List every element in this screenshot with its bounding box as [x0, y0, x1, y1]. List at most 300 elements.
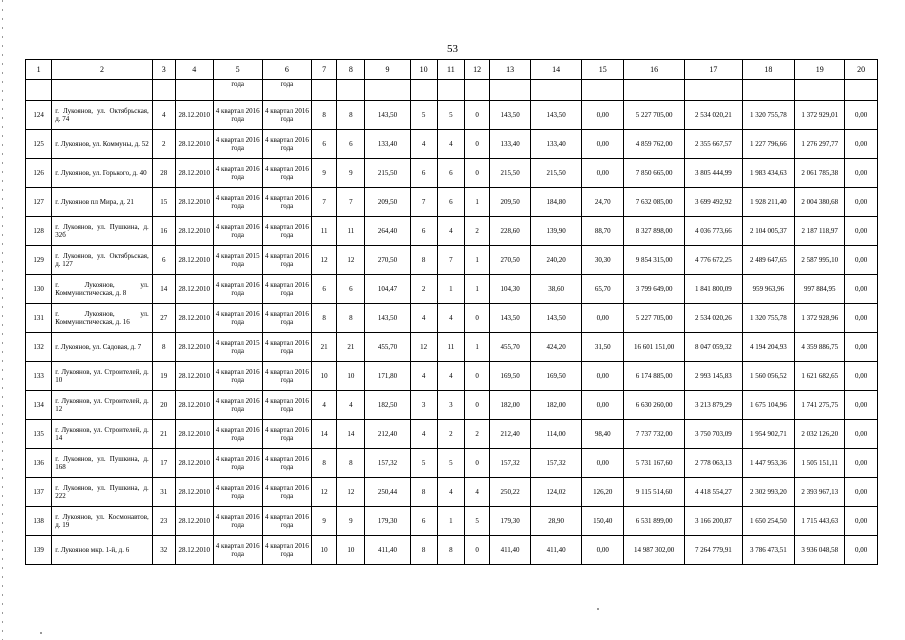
table-row-cell: 1 675 104,96: [742, 391, 794, 420]
table-row-cell: 28.12.2010: [175, 507, 213, 536]
table-row-cell: 1 372 928,96: [795, 304, 845, 333]
table-row-cell: 5: [437, 101, 464, 130]
table-row-cell: 4: [437, 130, 464, 159]
table-row-cell: 2 587 995,10: [795, 246, 845, 275]
table-row-cell: 143,50: [365, 304, 410, 333]
table-row-cell: 5 227 705,00: [624, 304, 685, 333]
table-row-cell: 3 213 879,29: [685, 391, 743, 420]
table-row-cell: 10: [337, 536, 365, 565]
table-row-cell: 7: [312, 188, 337, 217]
table-row-cell: 4 квартал 2016 года: [213, 420, 262, 449]
table-row-cell: 1 505 151,11: [795, 449, 845, 478]
table-row-cell: 182,50: [365, 391, 410, 420]
table-row-cell: 5: [465, 507, 490, 536]
table-row-cell: 4: [437, 478, 464, 507]
table-row-cell: 104,30: [490, 275, 531, 304]
table-row-cell: 4 квартал 2016 года: [262, 391, 311, 420]
table-row-cell: 7 737 732,00: [624, 420, 685, 449]
table-row-cell: 14: [312, 420, 337, 449]
table-row: [26, 159, 878, 188]
table-row-cell: 270,50: [490, 246, 531, 275]
table-row-cell: 2 187 118,97: [795, 217, 845, 246]
table-row-cell: 10: [337, 362, 365, 391]
table-row-cell: 4 квартал 2016 года: [262, 333, 311, 362]
table-row-cell: 4 418 554,27: [685, 478, 743, 507]
continuation-row-cell: [312, 80, 337, 101]
table-row-cell: 143,50: [365, 101, 410, 130]
table-row-cell: 16 601 151,00: [624, 333, 685, 362]
table-row-cell: 1 715 443,63: [795, 507, 845, 536]
table-row: [26, 217, 878, 246]
table-row-cell: 126,20: [582, 478, 624, 507]
table-row-cell: 28.12.2010: [175, 333, 213, 362]
table-row-cell: 2 778 063,13: [685, 449, 743, 478]
table-row-cell: 125: [26, 130, 52, 159]
table-row-cell: 0,00: [845, 333, 878, 362]
table-row-cell: 16: [152, 217, 175, 246]
table-row-cell: 15: [152, 188, 175, 217]
table-row-cell: 133,40: [365, 130, 410, 159]
table-row: [26, 362, 878, 391]
table-row-cell: 5 731 167,60: [624, 449, 685, 478]
table-row-cell: 1 954 902,71: [742, 420, 794, 449]
table-row-cell: 8: [152, 333, 175, 362]
table-row-cell: 1 560 056,52: [742, 362, 794, 391]
table-row-cell: 9: [312, 159, 337, 188]
table-row-cell: 2 993 145,83: [685, 362, 743, 391]
table-row-cell: 21: [312, 333, 337, 362]
table-row-cell: 4 квартал 2015 года: [213, 333, 262, 362]
table-row-cell: г. Лукоянов, ул. Коммунистическая, д. 16: [52, 304, 153, 333]
table-row-cell: 0: [465, 130, 490, 159]
table-row-cell: 4 776 672,25: [685, 246, 743, 275]
table-row-cell: 133: [26, 362, 52, 391]
table-row-cell: 9: [312, 507, 337, 536]
table-row-cell: 65,70: [582, 275, 624, 304]
table-row-cell: 3 166 200,87: [685, 507, 743, 536]
table-body: [26, 60, 878, 565]
table-row-cell: 270,50: [365, 246, 410, 275]
table-row-cell: 98,40: [582, 420, 624, 449]
table-row-cell: 2 004 380,68: [795, 188, 845, 217]
table-row-cell: 4 квартал 2016 года: [213, 507, 262, 536]
table-row-cell: 4 квартал 2016 года: [262, 130, 311, 159]
continuation-row-cell: [337, 80, 365, 101]
table-row-cell: 28.12.2010: [175, 362, 213, 391]
table-row-cell: 14 987 302,00: [624, 536, 685, 565]
table-row-cell: 4 квартал 2016 года: [213, 159, 262, 188]
table-row-cell: 28.12.2010: [175, 130, 213, 159]
table-row: [26, 333, 878, 362]
table-row-cell: 6: [312, 275, 337, 304]
table-row-cell: 4 квартал 2016 года: [262, 362, 311, 391]
table-row-cell: 31,50: [582, 333, 624, 362]
table-row-cell: 0,00: [845, 478, 878, 507]
continuation-row-cell: [26, 80, 52, 101]
table-row: [26, 420, 878, 449]
table-row-cell: 169,50: [490, 362, 531, 391]
continuation-row-cell: [582, 80, 624, 101]
table-row-cell: 1 928 211,40: [742, 188, 794, 217]
table-row-cell: 215,50: [531, 159, 582, 188]
table-row-cell: 4: [465, 478, 490, 507]
table-row-cell: г. Лукоянов, ул. Горького, д. 40: [52, 159, 153, 188]
table-row-cell: 8: [410, 478, 437, 507]
table-row-cell: 12: [337, 246, 365, 275]
table-row-cell: 28.12.2010: [175, 420, 213, 449]
table-row-cell: 9: [337, 159, 365, 188]
table-row-cell: 8 327 898,00: [624, 217, 685, 246]
table-row-cell: 0,00: [582, 159, 624, 188]
table-row-cell: 132: [26, 333, 52, 362]
table-row-cell: 1 841 800,09: [685, 275, 743, 304]
page-number: 53: [447, 43, 458, 55]
table-row-cell: 4 квартал 2016 года: [262, 217, 311, 246]
table-row-cell: 2: [410, 275, 437, 304]
table-row-cell: 8: [337, 449, 365, 478]
table-row-cell: г. Лукоянов, ул. Строителей, д. 10: [52, 362, 153, 391]
table-row-cell: 6: [437, 159, 464, 188]
column-header-row-cell: 10: [410, 60, 437, 80]
table-row-cell: 5: [410, 101, 437, 130]
table-row-cell: г. Лукоянов мкр. 1-й, д. 6: [52, 536, 153, 565]
table-row-cell: г. Лукоянов, ул. Пушкина, д. 168: [52, 449, 153, 478]
continuation-row-cell: [624, 80, 685, 101]
table-row-cell: 143,50: [490, 101, 531, 130]
table-row-cell: 0,00: [845, 507, 878, 536]
table-row-cell: г. Лукоянов, ул. Коммуны, д. 52: [52, 130, 153, 159]
table-row-cell: 1: [437, 507, 464, 536]
table-row-cell: 6 531 899,00: [624, 507, 685, 536]
table-row-cell: 137: [26, 478, 52, 507]
table-row-cell: 228,60: [490, 217, 531, 246]
table-row-cell: 0: [465, 391, 490, 420]
table-row-cell: 7 264 779,91: [685, 536, 743, 565]
table-row-cell: 0: [465, 101, 490, 130]
table-row-cell: 4 квартал 2016 года: [262, 420, 311, 449]
table-row-cell: 6: [410, 507, 437, 536]
table-row-cell: 215,50: [365, 159, 410, 188]
table-row-cell: 4 квартал 2016 года: [262, 246, 311, 275]
table-row-cell: 4 036 773,66: [685, 217, 743, 246]
table-row-cell: 126: [26, 159, 52, 188]
table-row-cell: 0,00: [845, 362, 878, 391]
table-row-cell: 28.12.2010: [175, 275, 213, 304]
table-row-cell: 6: [337, 275, 365, 304]
table-row-cell: г. Лукоянов, ул. Строителей, д. 14: [52, 420, 153, 449]
table-row-cell: 28.12.2010: [175, 159, 213, 188]
table-row-cell: 6: [437, 188, 464, 217]
table-row-cell: 9 854 315,00: [624, 246, 685, 275]
table-row-cell: г. Лукоянов, ул. Октябрьская, д. 127: [52, 246, 153, 275]
table-row-cell: 424,20: [531, 333, 582, 362]
continuation-row: [26, 80, 878, 101]
continuation-row-cell: [465, 80, 490, 101]
table-row-cell: 264,40: [365, 217, 410, 246]
table-row-cell: 4 квартал 2016 года: [213, 217, 262, 246]
table-row-cell: 0,00: [582, 362, 624, 391]
table-row-cell: 3 799 649,00: [624, 275, 685, 304]
table-row-cell: 28.12.2010: [175, 101, 213, 130]
continuation-row-cell: [152, 80, 175, 101]
table-row-cell: 28.12.2010: [175, 478, 213, 507]
table-row-cell: 4: [410, 420, 437, 449]
column-header-row-cell: 2: [52, 60, 153, 80]
table-row-cell: 250,44: [365, 478, 410, 507]
table-row-cell: 130: [26, 275, 52, 304]
table-row-cell: 411,40: [490, 536, 531, 565]
table-row-cell: г. Лукоянов, ул. Пушкина, д. 32б: [52, 217, 153, 246]
column-header-row-cell: 14: [531, 60, 582, 80]
table-row-cell: 0,00: [845, 275, 878, 304]
table-row-cell: 4 квартал 2016 года: [213, 362, 262, 391]
table-row-cell: 5: [437, 449, 464, 478]
table-row: [26, 130, 878, 159]
table-row-cell: 3 699 492,92: [685, 188, 743, 217]
table-row-cell: 4: [437, 304, 464, 333]
table-row-cell: 0,00: [845, 217, 878, 246]
table-row-cell: 7: [437, 246, 464, 275]
column-header-row-cell: 16: [624, 60, 685, 80]
table-row-cell: 4: [410, 304, 437, 333]
table-row-cell: 4 359 886,75: [795, 333, 845, 362]
column-header-row-cell: 1: [26, 60, 52, 80]
table-row-cell: 8: [312, 449, 337, 478]
table-row-cell: 179,30: [490, 507, 531, 536]
table-row-cell: 2: [465, 420, 490, 449]
table-row-cell: 11: [312, 217, 337, 246]
table-row-cell: 2: [465, 217, 490, 246]
table-row-cell: 2 032 126,20: [795, 420, 845, 449]
table-row-cell: 1 983 434,63: [742, 159, 794, 188]
table-row-cell: 0,00: [582, 130, 624, 159]
table-row-cell: 14: [337, 420, 365, 449]
continuation-row-cell: [52, 80, 153, 101]
continuation-row-cell: [175, 80, 213, 101]
table-row-cell: 8: [437, 536, 464, 565]
table-row-cell: 128: [26, 217, 52, 246]
table-row-cell: 215,50: [490, 159, 531, 188]
table-row-cell: 1 320 755,78: [742, 304, 794, 333]
table-row-cell: 12: [312, 478, 337, 507]
column-header-row-cell: 15: [582, 60, 624, 80]
column-header-row-cell: 12: [465, 60, 490, 80]
table-row-cell: 4: [410, 362, 437, 391]
table-row-cell: 3 786 473,51: [742, 536, 794, 565]
table-row-cell: 4 квартал 2016 года: [262, 536, 311, 565]
table-row-cell: 5 227 705,00: [624, 101, 685, 130]
table-row-cell: 6: [410, 159, 437, 188]
table-row-cell: 0,00: [845, 188, 878, 217]
scan-speck: [40, 632, 42, 634]
table-row-cell: 12: [312, 246, 337, 275]
table-row-cell: 4 квартал 2016 года: [262, 101, 311, 130]
table-row-cell: 4 квартал 2016 года: [213, 188, 262, 217]
table-row-cell: 2 104 005,37: [742, 217, 794, 246]
table-row-cell: 28.12.2010: [175, 536, 213, 565]
table-row-cell: 4 квартал 2016 года: [262, 275, 311, 304]
table-row-cell: 3: [410, 391, 437, 420]
table-row-cell: 3 750 703,09: [685, 420, 743, 449]
table-row-cell: 0,00: [845, 391, 878, 420]
table-row-cell: 240,20: [531, 246, 582, 275]
table-row-cell: 1: [465, 333, 490, 362]
table-row-cell: 28.12.2010: [175, 391, 213, 420]
table-row-cell: 4: [312, 391, 337, 420]
table-row-cell: 8: [410, 246, 437, 275]
table-row-cell: 139: [26, 536, 52, 565]
table-row-cell: 0: [465, 304, 490, 333]
table-row-cell: 1: [465, 188, 490, 217]
table-row-cell: 157,32: [531, 449, 582, 478]
housing-table: [25, 59, 878, 565]
table-row-cell: 129: [26, 246, 52, 275]
table-row-cell: 169,50: [531, 362, 582, 391]
table-row-cell: 1 447 953,36: [742, 449, 794, 478]
table-row-cell: г. Лукоянов, ул. Октябрьская, д. 74: [52, 101, 153, 130]
column-header-row-cell: 7: [312, 60, 337, 80]
table-row-cell: 0: [465, 536, 490, 565]
table-row-cell: 3 936 048,58: [795, 536, 845, 565]
table-row-cell: 17: [152, 449, 175, 478]
table-row-cell: 212,40: [490, 420, 531, 449]
table-row-cell: 4 194 204,93: [742, 333, 794, 362]
table-row-cell: 7: [337, 188, 365, 217]
table-row-cell: 209,50: [365, 188, 410, 217]
continuation-row-cell: года: [213, 80, 262, 101]
table-row-cell: 134: [26, 391, 52, 420]
table-row-cell: 0,00: [582, 391, 624, 420]
table-row-cell: 28.12.2010: [175, 188, 213, 217]
table-row-cell: 4 квартал 2016 года: [213, 449, 262, 478]
table-row-cell: 157,32: [490, 449, 531, 478]
table-row-cell: 4 квартал 2016 года: [213, 130, 262, 159]
table-row-cell: 143,50: [531, 101, 582, 130]
table-row-cell: 11: [337, 217, 365, 246]
continuation-row-cell: [531, 80, 582, 101]
table-row-cell: 32: [152, 536, 175, 565]
table-row-cell: 1 741 275,75: [795, 391, 845, 420]
table-row-cell: 179,30: [365, 507, 410, 536]
table-row-cell: 19: [152, 362, 175, 391]
table-row-cell: 0: [465, 362, 490, 391]
table-row-cell: 2 489 647,65: [742, 246, 794, 275]
table-row-cell: 143,50: [531, 304, 582, 333]
table-row-cell: 12: [410, 333, 437, 362]
table-row-cell: 139,90: [531, 217, 582, 246]
table-row-cell: 1 621 682,65: [795, 362, 845, 391]
table-row-cell: 11: [437, 333, 464, 362]
column-header-row-cell: 19: [795, 60, 845, 80]
table-row-cell: 0,00: [582, 304, 624, 333]
table-row-cell: 135: [26, 420, 52, 449]
table-row-cell: 8 047 059,32: [685, 333, 743, 362]
table-row-cell: 138: [26, 507, 52, 536]
table-row-cell: 1 372 929,01: [795, 101, 845, 130]
table-row-cell: 182,00: [490, 391, 531, 420]
table-row-cell: 455,70: [365, 333, 410, 362]
table-row-cell: г. Лукоянов, ул. Коммунистическая, д. 8: [52, 275, 153, 304]
table-row-cell: 4 квартал 2016 года: [213, 391, 262, 420]
table-row-cell: 4 квартал 2016 года: [213, 478, 262, 507]
table-row-cell: 136: [26, 449, 52, 478]
table-row-cell: 4 квартал 2016 года: [262, 159, 311, 188]
table-row-cell: 28,90: [531, 507, 582, 536]
column-header-row-cell: 17: [685, 60, 743, 80]
table-row: [26, 507, 878, 536]
table-row: [26, 246, 878, 275]
column-header-row-cell: 11: [437, 60, 464, 80]
table-row: [26, 101, 878, 130]
table-row-cell: 1 320 755,78: [742, 101, 794, 130]
table-row-cell: 4 квартал 2016 года: [213, 101, 262, 130]
table-row-cell: 31: [152, 478, 175, 507]
column-header-row: [26, 60, 878, 80]
table-row-cell: 4 квартал 2015 года: [213, 246, 262, 275]
table-row-cell: 4: [410, 130, 437, 159]
table-row-cell: 411,40: [365, 536, 410, 565]
table-row-cell: 184,80: [531, 188, 582, 217]
table-row-cell: 2 302 993,20: [742, 478, 794, 507]
table-row: [26, 275, 878, 304]
table-row-cell: 12: [337, 478, 365, 507]
table-row-cell: 0,00: [845, 420, 878, 449]
table-row-cell: 21: [152, 420, 175, 449]
table-row-cell: 114,00: [531, 420, 582, 449]
continuation-row-cell: [795, 80, 845, 101]
table-row-cell: 171,80: [365, 362, 410, 391]
table-row-cell: 1: [465, 246, 490, 275]
table-row-cell: 2 534 020,26: [685, 304, 743, 333]
table-row-cell: 133,40: [531, 130, 582, 159]
table-row-cell: 2: [152, 130, 175, 159]
table-row-cell: г. Лукоянов, ул. Строителей, д. 12: [52, 391, 153, 420]
table-row-cell: 2 355 667,57: [685, 130, 743, 159]
continuation-row-cell: [685, 80, 743, 101]
table-row-cell: 7: [410, 188, 437, 217]
continuation-row-cell: [365, 80, 410, 101]
table-row-cell: 6: [312, 130, 337, 159]
table-row-cell: 4 квартал 2016 года: [262, 188, 311, 217]
continuation-row-cell: [490, 80, 531, 101]
table-row-cell: 143,50: [490, 304, 531, 333]
table-row-cell: 0,00: [845, 130, 878, 159]
table-row-cell: 0,00: [582, 536, 624, 565]
table-row-cell: 4 квартал 2016 года: [262, 507, 311, 536]
table-row-cell: 4: [437, 217, 464, 246]
table-row-cell: 4 квартал 2016 года: [262, 478, 311, 507]
table-row-cell: 5: [410, 449, 437, 478]
column-header-row-cell: 4: [175, 60, 213, 80]
table-row-cell: 124: [26, 101, 52, 130]
table-row-cell: 6: [152, 246, 175, 275]
table-row-cell: 28: [152, 159, 175, 188]
table-row-cell: 131: [26, 304, 52, 333]
table-row-cell: 0,00: [845, 536, 878, 565]
table-row-cell: 0,00: [845, 246, 878, 275]
continuation-row-cell: [437, 80, 464, 101]
table-row-cell: 4 квартал 2016 года: [262, 449, 311, 478]
table-row-cell: 150,40: [582, 507, 624, 536]
column-header-row-cell: 6: [262, 60, 311, 80]
table-row-cell: 182,00: [531, 391, 582, 420]
table-row-cell: 27: [152, 304, 175, 333]
continuation-row-cell: [742, 80, 794, 101]
table-row-cell: 28.12.2010: [175, 304, 213, 333]
table-row-cell: 4: [437, 362, 464, 391]
table-row-cell: 0,00: [845, 304, 878, 333]
column-header-row-cell: 20: [845, 60, 878, 80]
